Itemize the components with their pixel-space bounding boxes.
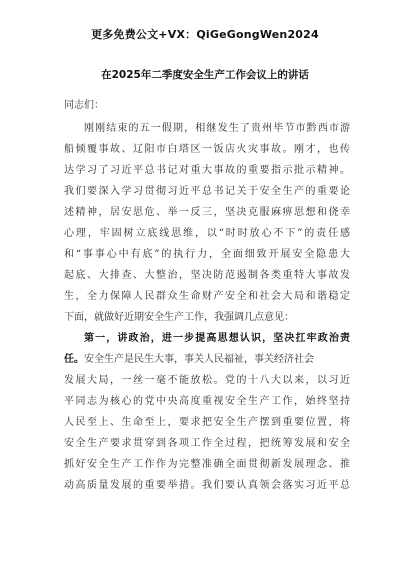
document-title: 在2025年二季度安全生产工作会议上的讲话 [101,69,309,81]
paragraph-line: 达学习了习近平总书记对重大事故的重要指示批示精神。 [64,165,350,176]
salutation: 同志们： [64,100,104,111]
paragraph-line: 人民至上、生命至上，要求把安全生产摆到重要位置，将 [64,417,350,428]
document-body [64,118,350,496]
paragraph-line: 发展大局，一丝一毫不能放松。党的十八大以来，以习近 [64,375,350,386]
section-heading-end: 任。 [64,354,84,365]
paragraph-line: 刚刚结束的五一假期，相继发生了贵州毕节市黔西市游 [84,123,350,134]
paragraph-line: 抓好安全生产工作作为完整准确全面贯彻新发展理念、推 [64,459,350,470]
paragraph-line: 和“事事心中有底”的执行力，全面细致开展安全隐患大 [64,249,350,260]
paragraph-line: 船倾覆事故、辽阳市白塔区一饭店火灾事故。刚才，也传 [64,144,350,155]
paragraph-line: 平同志为核心的党中央高度重视安全生产工作，始终坚持 [64,396,350,407]
section-heading-continued [64,349,350,370]
section-text: 安全生产是民生大事，事关人民福祉，事关经济社会 [84,354,314,365]
paragraph-line: 心理，牢固树立底线思维，以“时时放心不下”的责任感 [64,228,350,239]
paragraph-line: 安全生产要求贯穿到各项工作全过程，把统筹发展和安全 [64,438,350,449]
paragraph-line: 述精神，居安思危、举一反三，坚决克服麻痹思想和侥幸 [64,207,350,218]
watermark-text: 更多免费公文+VX：QiGeGongWen2024 [91,28,319,41]
paragraph-line: 动高质量发展的重要举措。我们要认真领会落实习近平总 [64,480,350,491]
paragraph-line: 起底、大排查、大整治，坚决防范遏制各类重特大事故发 [64,270,350,281]
paragraph-line: 下面，就做好近期安全生产工作，我强调几点意见： [64,312,294,323]
section-heading: 第一，讲政治，进一步提高思想认识，坚决扛牢政治责 [84,333,350,344]
paragraph-line: 我们要深入学习贯彻习近平总书记关于安全生产的重要论 [64,186,350,197]
paragraph-line: 生，全力保障人民群众生命财产安全和社会大局和谐稳定 [64,291,350,302]
